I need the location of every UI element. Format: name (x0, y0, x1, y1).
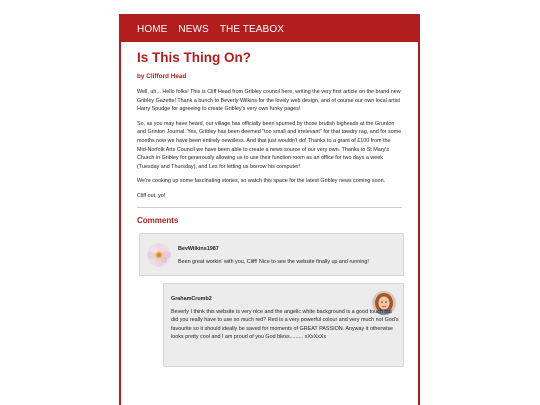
comment-author[interactable]: BevWilkins1987 (178, 245, 219, 252)
article-paragraph: We're cooking up some fascinating stories, so watch this space for the latest Gribley news coming soon. (137, 178, 386, 185)
comment-text: Been great workin' with you, Cliff! Nice to see the website finally up and running! (178, 258, 369, 265)
nav-home[interactable]: HOME (137, 23, 168, 35)
comment-card (163, 283, 404, 367)
article-paragraph: So, as you may have heard, our village has officially been spurned by those brutish bigheads at the Grunton and Grinton Journal. Yes, Gribley has been deemed "too small and irrelevant" for that tawdry rag, and for some months now we have been entirely newsless. And that just wouldn't do! Thanks to a grant of £100 from the Mid-Norfolk Arts Council we have been able to create a news source of our very own. Thanks to St Mary's Church in Gribley for generously allowing us to use their function room as an office for two days a week (Tuesday and Thursday), and Les for letting us borrow his computer! (137, 120, 402, 170)
article-paragraph: Well, uh... Hello folks! This is Cliff Head from Gribley council here, writing the very first article on the brand new Gribley Gazette! Thank a bunch to Beverly Wilkins for the lovely web design, and of course our own local artist Harry Spudge for agreeing to create Gribley's very own funky pages! (137, 89, 401, 113)
page-container (119, 14, 420, 405)
comment-text: Beverly I think this website is very nice and the angelic white background is a good touch but did you really have to use so much red? Red is a very powerful colour and very much not God's favourite so it should ideally be saved for moments of GREAT PASSION. Anyway it otherwise looks pretty cool and I am proud of you God bless......... xXxXxXx (171, 308, 399, 341)
comment-author[interactable]: GrahamCrumb2 (171, 295, 212, 302)
article-paragraph: Cliff out, yo! (137, 192, 166, 199)
divider (137, 207, 402, 208)
comment-card (139, 233, 404, 276)
avatar-flower (147, 243, 171, 267)
article-title: Is This Thing On? (137, 50, 251, 65)
article-byline: by Clifford Head (137, 73, 187, 80)
article (121, 42, 418, 367)
top-nav (121, 16, 418, 42)
nav-news[interactable]: NEWS (178, 23, 209, 35)
comments-heading: Comments (137, 215, 179, 225)
nav-teabox[interactable]: THE TEABOX (219, 23, 284, 35)
